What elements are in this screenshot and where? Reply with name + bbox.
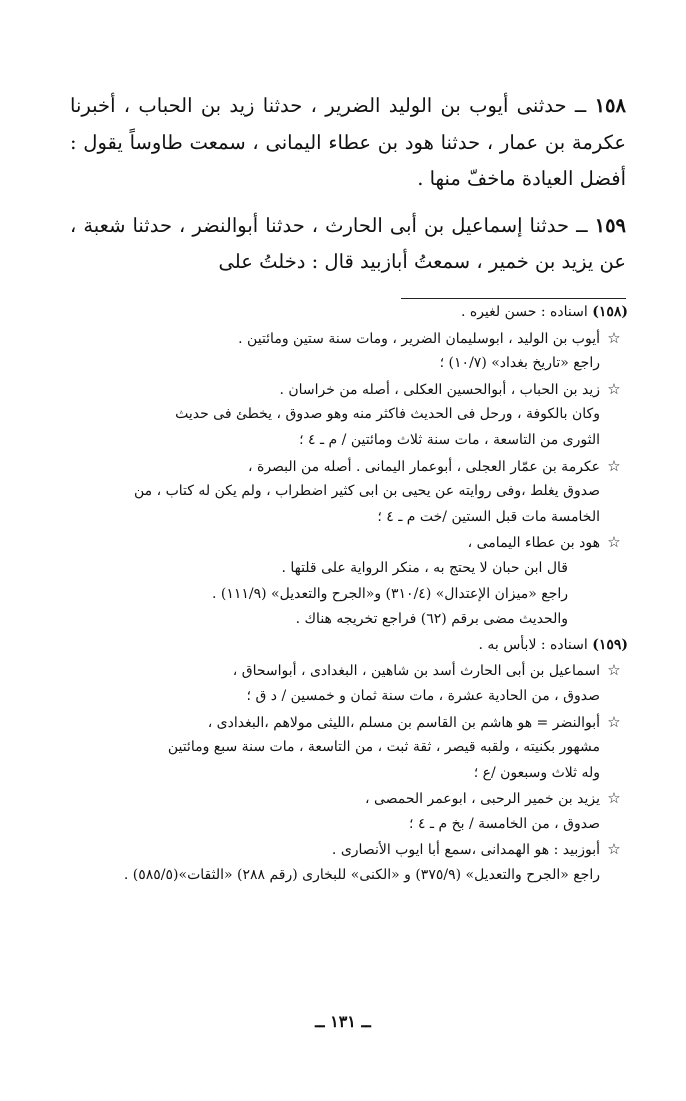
note-text: زيد بن الحباب ، أبوالحسين العكلى ، أصله من خراسان . — [279, 381, 600, 398]
star-icon: ☆ — [607, 661, 621, 680]
note-text: راجع «تاريخ بغداد» (١٠/٧) ؛ — [439, 355, 600, 372]
star-icon: ☆ — [607, 328, 621, 347]
footnote-label: (١٥٨) — [592, 304, 628, 320]
page-number: ــ ١٣١ ــ — [315, 1012, 371, 1031]
hadith-number: ١٥٨ — [594, 94, 626, 117]
note-text: والحديث مضى برقم (٦٢) فراجع تخريجه هناك . — [295, 611, 568, 628]
note-text: قال ابن حبان لا يحتج به ، منكر الرواية على قلتها . — [281, 559, 568, 576]
text-line: ــ حدثنا إسماعيل بن أبى الحارث ، حدثنا أبوالنضر ، حدثنا — [132, 213, 588, 237]
star-icon: ☆ — [607, 712, 621, 731]
note-text: هود بن عطاء اليمامى ، — [467, 535, 600, 552]
text-line: شعبة ، عن يزيد بن خمير ، سمعتُ أبازبيد قال : دخلتُ على — [70, 213, 626, 273]
star-icon: ☆ — [607, 840, 621, 859]
text-line: أخبرنا عكرمة بن عمار ، حدثنا هود بن عطاء اليمانى ، سمعت — [70, 94, 626, 154]
note-text: راجع «ميزان الإعتدال» (٣١٠/٤) و«الجرح والتعديل» (١١١/٩) . — [211, 585, 568, 602]
note-text: أيوب بن الوليد ، ابوسليمان الضرير ، ومات سنة ستين ومائتين . — [238, 330, 600, 347]
text-line: طاوساً يقول : أفضل العيادة ماخفّ منها . — [70, 130, 626, 190]
footnote-grade: اسناده : لابأس به . — [478, 636, 588, 653]
note-text: وله ثلاث وسبعون /ع ؛ — [473, 764, 600, 781]
footnote-divider — [401, 298, 626, 299]
note-text: أبوالنضر = هو هاشم بن القاسم بن مسلم ،الليثى مولاهم ،البغدادى ، — [207, 714, 600, 731]
note-text: مشهور بكنيته ، ولقبه قيصر ، ثقة ثبت ، من التاسعة ، مات سنة سبع ومائتين — [167, 739, 600, 756]
note-text: عكرمة بن عمّار العجلى ، أبوعمار اليمانى . أصله من البصرة ، — [248, 458, 600, 475]
main-text — [70, 88, 626, 281]
hadith-number: ١٥٩ — [594, 213, 627, 237]
note-text: يزيد بن خمير الرحبى ، ابوعمر الحمصى ، — [364, 791, 600, 808]
narrator-note — [68, 377, 628, 403]
note-text: وكان بالكوفة ، ورحل فى الحديث فاكثر منه وهو صدوق ، يخطئ فى حديث — [175, 406, 600, 423]
footnote-grade: اسناده : حسن لغيره . — [460, 304, 588, 320]
narrator-note — [68, 454, 628, 480]
note-text: الثورى من التاسعة ، مات سنة ثلاث ومائتين / م ـ ٤ ؛ — [299, 431, 600, 448]
narrator-note — [68, 326, 628, 352]
star-icon: ☆ — [607, 379, 621, 398]
footnotes — [68, 300, 628, 889]
note-text: صدوق يغلط ،وفى روايته عن يحيى بن ابى كثير اضطراب ، ولم يكن له كتاب ، من — [134, 483, 600, 500]
note-text: صدوق ، من الخامسة / بخ م ـ ٤ ؛ — [409, 815, 600, 832]
star-icon: ☆ — [607, 533, 621, 552]
note-text: اسماعيل بن أبى الحارث أسد بن شاهين ، البغدادى ، أبواسحاق ، — [232, 663, 600, 680]
paragraph-158 — [70, 88, 626, 198]
narrator-note — [68, 837, 628, 863]
narrator-note — [68, 658, 628, 684]
narrator-note — [68, 530, 628, 556]
text-line: ــ حدثنى أيوب بن الوليد الضرير ، حدثنا زيد بن الحباب ، — [123, 94, 587, 117]
paragraph-159 — [70, 208, 626, 281]
note-text: راجع «الجرح والتعديل» (٣٧٥/٩) و «الكنى» للبخارى (رقم ٢٨٨) «الثقات»(٥٨٥/٥) . — [123, 867, 600, 884]
note-text: أبوزبيد : هو الهمدانى ،سمع أبا ايوب الأنصارى . — [331, 842, 600, 859]
footnote-header — [68, 633, 628, 659]
star-icon: ☆ — [607, 456, 621, 475]
star-icon: ☆ — [607, 789, 621, 808]
narrator-note — [68, 710, 628, 736]
note-text: الخامسة مات قبل الستين /خت م ـ ٤ ؛ — [377, 508, 600, 525]
narrator-note — [68, 786, 628, 812]
note-text: صدوق ، من الحادية عشرة ، مات سنة ثمان و خمسين / د ق ؛ — [246, 687, 600, 704]
footnote-header — [68, 300, 628, 326]
footnote-label: (١٥٩) — [592, 636, 628, 653]
